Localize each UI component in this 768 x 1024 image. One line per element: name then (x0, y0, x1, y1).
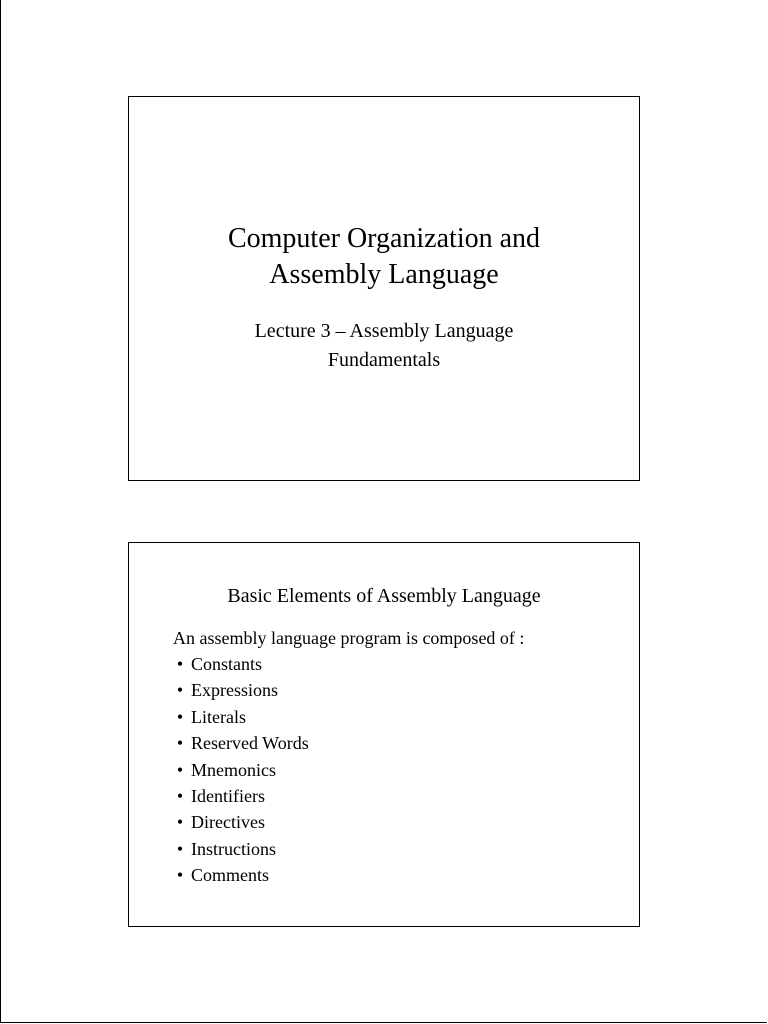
list-item (169, 758, 309, 784)
slide-title-heading (129, 221, 639, 293)
list-item-label: Instructions (191, 838, 276, 859)
list-item (169, 731, 309, 757)
list-item (169, 784, 309, 810)
list-item-label: Identifiers (191, 785, 265, 806)
list-item (169, 678, 309, 704)
slide-intro-text: An assembly language program is composed of : (173, 628, 525, 648)
bullet-icon: • (176, 785, 184, 806)
bullet-icon: • (176, 838, 184, 859)
bullet-icon: • (176, 680, 184, 701)
list-item-label: Mnemonics (191, 759, 276, 780)
subtitle-line: Lecture 3 – Assembly Language (254, 320, 514, 342)
list-item (169, 810, 309, 836)
bullet-icon: • (176, 865, 184, 886)
list-item-label: Expressions (191, 680, 278, 701)
slide-title (128, 96, 640, 481)
slide-heading: Basic Elements of Assembly Language (227, 585, 541, 607)
list-item (169, 837, 309, 863)
bullet-icon: • (176, 812, 184, 833)
slide-basic-elements (128, 542, 640, 927)
list-item-label: Directives (191, 812, 265, 833)
bullet-icon: • (176, 733, 184, 754)
list-item (169, 863, 309, 889)
slide-subtitle (129, 317, 639, 375)
title-line: Computer Organization and (227, 223, 541, 254)
bullet-icon: • (176, 706, 184, 727)
list-item-label: Reserved Words (191, 733, 309, 754)
list-item-label: Constants (191, 654, 263, 674)
list-item (169, 652, 309, 678)
subtitle-line: Fundamentals (327, 349, 441, 371)
list-item-label: Literals (191, 706, 246, 727)
bullet-icon: • (176, 759, 184, 780)
title-line: Assembly Language (269, 259, 499, 290)
list-item-label: Comments (191, 865, 270, 886)
bullet-list (169, 652, 309, 890)
list-item (169, 705, 309, 731)
bullet-icon: • (176, 654, 184, 674)
